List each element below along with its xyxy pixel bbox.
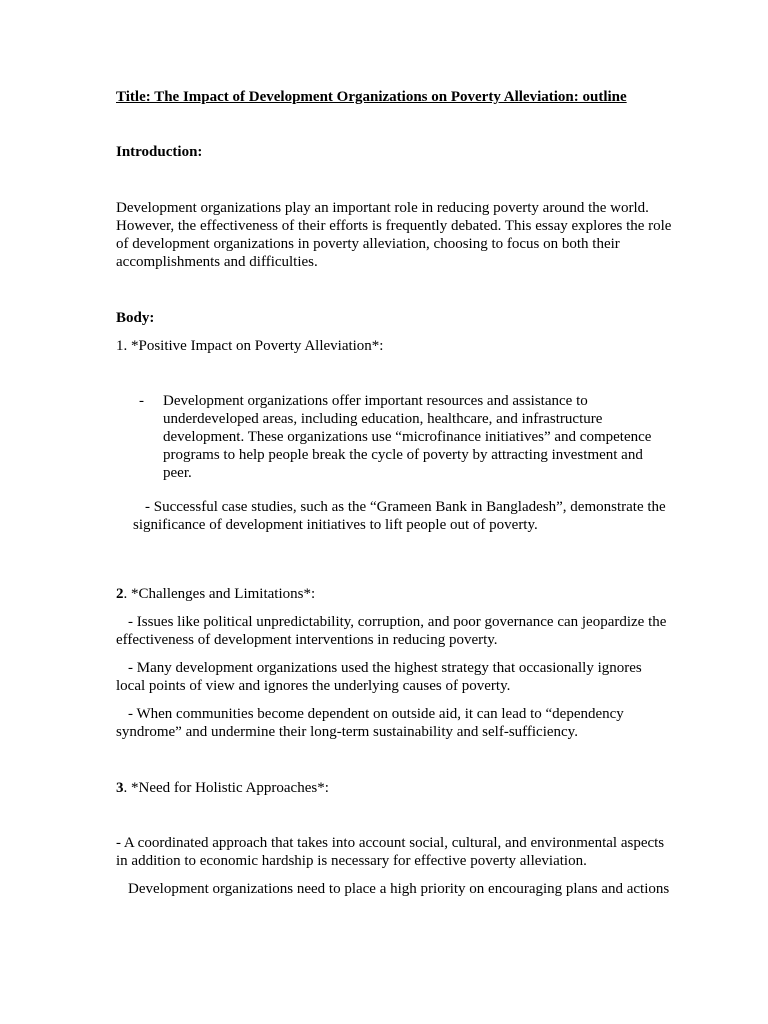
list-item: - Issues like political unpredictability, corruption, and poor governance can jeopardize the effectiveness of development interventions in reducing poverty. xyxy=(116,614,667,648)
point-1-bullet-list xyxy=(116,392,672,482)
point-1-case-study-line: - Successful case studies, such as the “Grameen Bank in Bangladesh”, demonstrate the significance of development initiatives to lift people out of poverty. xyxy=(133,499,666,533)
point-2-number: 2 xyxy=(116,586,124,602)
point-3-number: 3 xyxy=(116,780,124,796)
bullet-marker: - xyxy=(139,393,144,409)
list-item: - A coordinated approach that takes into account social, cultural, and environmental aspects in addition to economic hardship is necessary for effective poverty alleviation. xyxy=(116,835,665,869)
list-item xyxy=(116,392,672,482)
point-2-label-text: . *Challenges and Limitations*: xyxy=(123,586,316,602)
list-item: Development organizations need to place a high priority on encouraging plans and actions xyxy=(128,881,670,897)
point-2-label xyxy=(116,585,672,603)
introduction-heading: Introduction: xyxy=(116,144,203,160)
point-1-label: 1. *Positive Impact on Poverty Alleviation*: xyxy=(116,338,384,354)
point-3-label xyxy=(116,779,672,797)
point-3-label-text: . *Need for Holistic Approaches*: xyxy=(123,780,329,796)
body-heading: Body: xyxy=(116,310,155,326)
document-title: Title: The Impact of Development Organizations on Poverty Alleviation: outline xyxy=(116,89,627,105)
introduction-paragraph: Development organizations play an important role in reducing poverty around the world. However, the effectiveness of their efforts is frequently debated. This essay explores the role of development organizations in poverty alleviation, choosing to focus on both their accomplishments and difficulties. xyxy=(116,200,672,270)
list-item: - Many development organizations used the highest strategy that occasionally ignores local points of view and ignores the underlying causes of poverty. xyxy=(116,660,642,694)
bullet-text: Development organizations offer important resources and assistance to underdeveloped areas, including education, healthcare, and infrastructure development. These organizations use “microfinance initiatives” and competence programs to help people break the cycle of poverty by attracting investment and peer. xyxy=(163,393,652,481)
list-item: - When communities become dependent on outside aid, it can lead to “dependency syndrome” and undermine their long-term sustainability and self-sufficiency. xyxy=(116,706,624,740)
